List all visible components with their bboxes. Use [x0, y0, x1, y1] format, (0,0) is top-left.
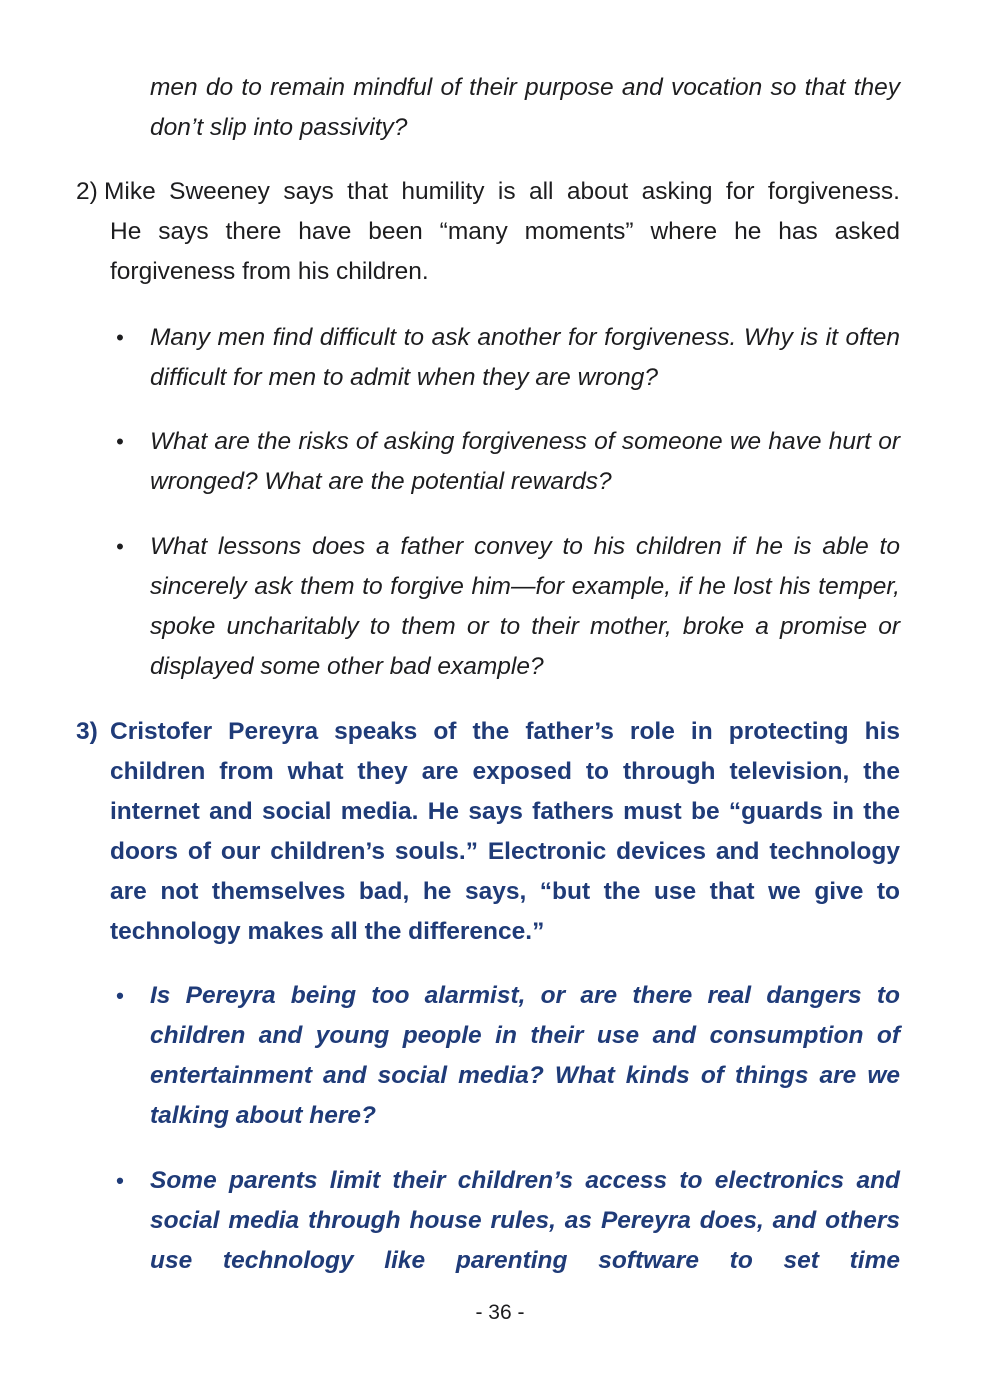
item-3-bullet-1-marker: • — [116, 983, 124, 1008]
item-3-bullet-1-text: Is Pereyra being too alarmist, or are there real dangers to children and young people in their use and consumption of entertainment and social media? What kinds of things are we talking about here? — [150, 982, 900, 1129]
item-2-first-line: Mike Sweeney says that humility is all about asking for forgiveness. — [104, 178, 900, 205]
continued-bullet-text: men do to remain mindful of their purpose and vocation so that they don’t slip into passivity? — [150, 74, 900, 141]
item-2-bullet-2-marker: • — [116, 429, 124, 454]
item-2-bullet-3-marker: • — [116, 534, 124, 559]
item-2-bullet-2-text: What are the risks of asking forgiveness of someone we have hurt or wronged? What are the potential rewards? — [150, 428, 900, 495]
item-2-bullet-1-marker: • — [116, 325, 124, 350]
item-3-bullet-2-text: Some parents limit their children’s access to electronics and social media through house rules, as Pereyra does, and others use technology like parenting software to set time — [150, 1167, 900, 1274]
item-3-number: 3) — [76, 718, 98, 745]
item-2-text: He says there have been “many moments” where he has asked forgiveness from his children. — [110, 218, 900, 285]
item-2-bullet-3-text: What lessons does a father convey to his children if he is able to sincerely ask them to forgive him—for example, if he lost his temper, spoke uncharitably to them or to their mother, broke a promise or displayed some other bad example? — [150, 533, 900, 680]
item-2-bullet-1-text: Many men find difficult to ask another for forgiveness. Why is it often difficult for men to admit when they are wrong? — [150, 324, 900, 391]
item-3-bullet-2-marker: • — [116, 1168, 124, 1193]
item-2-number: 2) — [76, 178, 98, 205]
page-number: - 36 - — [475, 1301, 525, 1324]
item-3-text: Cristofer Pereyra speaks of the father’s role in protecting his children from what they are exposed to through television, the internet and social media. He says fathers must be “guards in the doors of our children’s souls.” Electronic devices and technology are not themselves bad, he says, “but the use that we give to technology makes all the difference.” — [110, 718, 900, 945]
